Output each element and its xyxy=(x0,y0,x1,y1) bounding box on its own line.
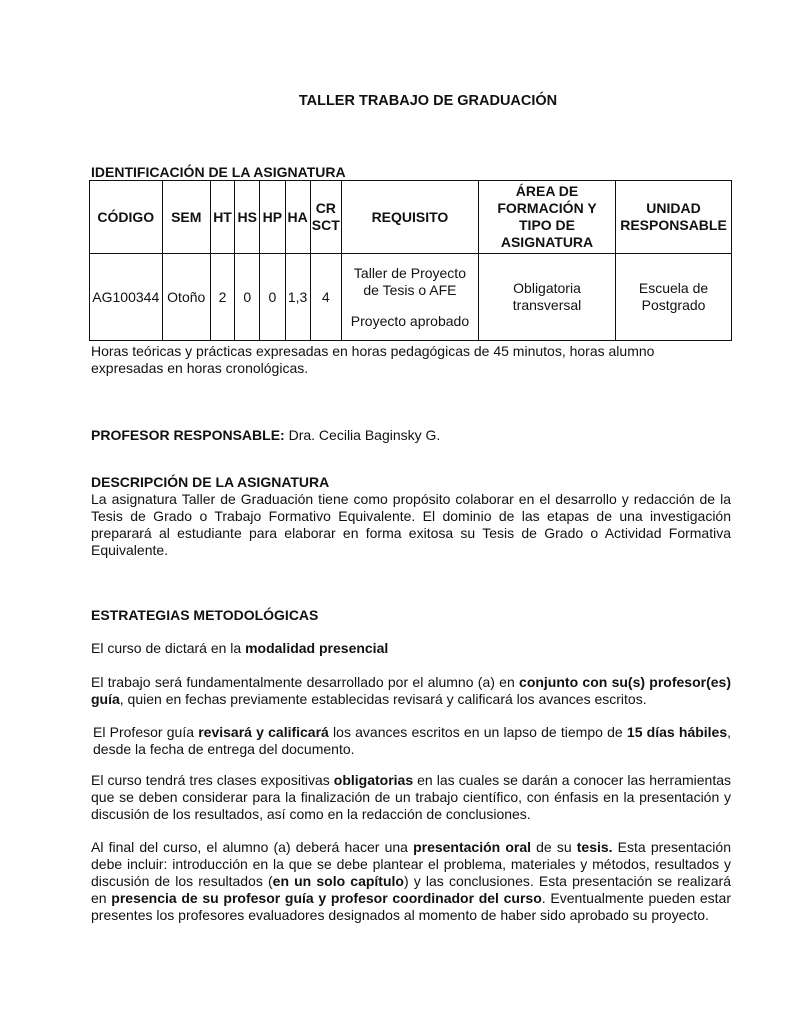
header-sem: SEM xyxy=(162,181,210,254)
estrategias-paragraph-1 xyxy=(91,640,731,657)
p5-text-e: Esta presentación debe incluir: introducción en la que se debe plantear el problema, materiales y métodos, resultados y discusión de los resultados ( xyxy=(91,839,731,889)
header-hp: HP xyxy=(260,181,285,254)
hours-note-line1: Horas teóricas y prácticas expresadas en horas pedagógicas de 45 minutos, horas alumno xyxy=(91,343,655,359)
hours-note-line2: expresadas en horas cronológicas. xyxy=(91,360,309,376)
profesor-label: PROFESOR RESPONSABLE: xyxy=(91,427,285,443)
p5-text-a: Al final del curso, el alumno (a) deberá hacer una xyxy=(91,839,414,855)
p1-bold: modalidad presencial xyxy=(245,640,389,656)
area-line1: Obligatoria xyxy=(513,280,581,296)
p3-bold-b: revisará y calificará xyxy=(198,724,329,740)
p3-text-a: El Profesor guía xyxy=(93,724,199,740)
cell-requisito xyxy=(341,254,478,341)
cell-sem: Otoño xyxy=(162,254,210,341)
requisito-line1: Taller de Proyecto xyxy=(353,264,466,281)
cell-ha: 1,3 xyxy=(285,254,310,341)
p5-bold-b: presentación oral xyxy=(413,839,532,855)
p2-text-c: , quien en fechas previamente establecidas revisará y calificará los avances escritos. xyxy=(119,691,647,707)
descripcion-heading: DESCRIPCIÓN DE LA ASIGNATURA xyxy=(91,474,330,490)
estrategias-paragraph-3 xyxy=(93,724,731,758)
p5-bold-h: presencia de su profesor guía y profesor coordinador del curso xyxy=(111,890,542,906)
profesor-name: Dra. Cecilia Baginsky G. xyxy=(284,427,441,443)
header-ht: HT xyxy=(210,181,234,254)
header-requisito: REQUISITO xyxy=(341,181,478,254)
p1-text: El curso de dictará en la xyxy=(91,640,246,656)
p5-bold-f: en un solo capítulo xyxy=(272,873,404,889)
header-codigo: CÓDIGO xyxy=(90,181,163,254)
header-unidad-line1: UNIDAD xyxy=(646,200,701,216)
p3-text-c: los avances escritos en un lapso de tiempo de xyxy=(328,724,627,740)
cell-cr: 4 xyxy=(310,254,341,341)
header-ha: HA xyxy=(285,181,310,254)
estrategias-paragraph-5 xyxy=(91,839,731,924)
header-unidad xyxy=(616,181,732,254)
header-area-line2: FORMACIÓN Y xyxy=(497,200,597,216)
p5-text-c: de su xyxy=(531,839,577,855)
p3-bold-d: 15 días hábiles xyxy=(626,724,728,740)
identificacion-heading: IDENTIFICACIÓN DE LA ASIGNATURA xyxy=(91,164,346,180)
table-header-row xyxy=(90,181,732,254)
header-area xyxy=(478,181,615,254)
p5-text-g: ) y las conclusiones. Esta presentación se realizará en xyxy=(91,873,731,906)
estrategias-paragraph-2 xyxy=(91,674,731,708)
table-row xyxy=(90,254,732,341)
requisito-line2: de Tesis o AFE xyxy=(363,281,457,298)
area-line2: transversal xyxy=(512,297,582,313)
p2-text-a: El trabajo será fundamentalmente desarrollado por el alumno (a) en xyxy=(91,674,520,690)
header-cr-line2: SCT xyxy=(311,217,340,233)
p3-text-e: , desde la fecha de entrega del documento. xyxy=(93,724,732,757)
identificacion-table xyxy=(89,180,732,341)
estrategias-heading: ESTRATEGIAS METODOLÓGICAS xyxy=(91,607,319,623)
requisito-line3: Proyecto aprobado xyxy=(350,312,470,329)
header-area-line4: ASIGNATURA xyxy=(500,234,594,250)
cell-ht: 2 xyxy=(210,254,234,341)
cell-codigo: AG100344 xyxy=(90,254,163,341)
estrategias-paragraph-4 xyxy=(91,772,731,823)
cell-area xyxy=(478,254,615,341)
unidad-line1: Escuela de xyxy=(638,280,709,296)
p4-text-a: El curso tendrá tres clases expositivas xyxy=(91,772,334,788)
p5-bold-d: tesis. xyxy=(576,839,613,855)
header-cr-line1: CR xyxy=(315,200,336,216)
document-title: TALLER TRABAJO DE GRADUACIÓN xyxy=(298,93,558,109)
descripcion-text: La asignatura Taller de Graduación tiene como propósito colaborar en el desarrollo y redacción de la Tesis de Grado o Trabajo Formativo Equivalente. El dominio de las etapas de una investigación preparará al estudiante para elaborar en forma exitosa su Tesis de Grado o Actividad Formativa Equivalente. xyxy=(91,491,731,558)
profesor-responsable xyxy=(91,427,731,444)
cell-hp: 0 xyxy=(260,254,285,341)
header-unidad-line2: RESPONSABLE xyxy=(620,217,727,233)
cell-unidad xyxy=(616,254,732,341)
p4-text-c: en las cuales se darán a conocer las herramientas que se deben considerar para la finalización de un trabajo científico, con énfasis en la presentación y discusión de los resultados, así como en la redacción de conclusiones. xyxy=(91,772,731,822)
hours-note xyxy=(91,343,731,377)
unidad-line2: Postgrado xyxy=(641,297,706,313)
cell-hs: 0 xyxy=(235,254,260,341)
p2-bold: conjunto con su(s) profesor(es) guía xyxy=(91,674,731,707)
header-area-line1: ÁREA DE xyxy=(515,183,579,199)
header-cr-sct xyxy=(310,181,341,254)
p5-text-i: . Eventualmente pueden estar presentes los profesores evaluadores designados al momento de haber sido aprobado su proyecto. xyxy=(91,890,732,923)
header-hs: HS xyxy=(235,181,260,254)
p4-bold: obligatorias xyxy=(333,772,414,788)
header-area-line3: TIPO DE xyxy=(519,217,576,233)
